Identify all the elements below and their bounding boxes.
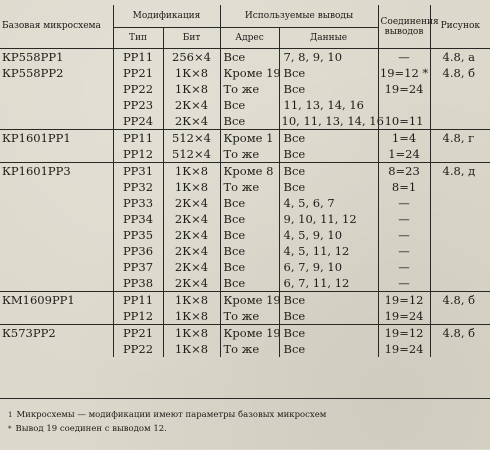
table-row [0,49,490,66]
cell-data: Все [279,308,378,325]
cell-bits: 2К×4 [163,243,220,259]
cell-base [0,113,113,130]
cell-bits: 2К×4 [163,97,220,113]
cell-bits: 512×4 [163,130,220,147]
cell-data: 6, 7, 11, 12 [279,275,378,292]
cell-type: РР21 [113,325,163,342]
cell-connection: 19=24 [378,81,430,97]
cell-figure: 4.8, г [430,130,490,147]
cell-bits: 1К×8 [163,65,220,81]
cell-type: РР37 [113,259,163,275]
cell-figure [430,113,490,130]
cell-type: РР11 [113,49,163,66]
cell-figure: 4.8, б [442,66,476,80]
header-pins-used: Используемые выводы [220,5,378,28]
cell-address: Кроме 19 [220,65,279,81]
cell-connection: 19=24 [378,341,430,357]
cell-base [0,227,113,243]
table-row [0,179,490,195]
cell-base: КР1601РР1 [0,130,113,147]
cell-base [0,97,113,113]
cell-bits: 1К×8 [163,179,220,195]
cell-address: То же [220,341,279,357]
cell-type: РР38 [113,275,163,292]
cell-type: РР22 [113,81,163,97]
cell-connection: — [378,211,430,227]
cell-bits: 2К×4 [163,275,220,292]
cell-figure [430,97,490,113]
cell-address: Кроме 1 [220,130,279,147]
cell-base: КР558РР1 [0,49,113,66]
cell-bits: 2К×4 [163,227,220,243]
cell-connection: — [378,275,430,292]
footnote-text-1: Микросхемы — модификации имеют параметры базовых микросхем [16,410,327,420]
cell-connection: — [378,227,430,243]
cell-figure: 4.8, б [430,292,490,309]
table-body [0,49,490,358]
header-bits: Бит [163,28,220,49]
table-row [0,163,490,180]
cell-type: РР31 [113,163,163,180]
cell-address: Все [220,97,279,113]
cell-figure [430,308,490,325]
table-row [0,211,490,227]
cell-address: Кроме 19 [220,325,279,342]
footnote-mark-1: 1 [8,411,13,419]
cell-bits: 1К×8 [163,308,220,325]
cell-address: Все [220,259,279,275]
cell-data: Все [279,65,378,81]
cell-bits: 512×4 [163,146,220,163]
cell-type: РР11 [113,130,163,147]
cell-type: РР12 [113,146,163,163]
header-figure: Рисунок [430,5,490,49]
cell-data: 6, 7, 9, 10 [279,259,378,275]
cell-base [0,81,113,97]
cell-address: Кроме 8 [220,163,279,180]
cell-connection: — [378,243,430,259]
cell-connection: — [378,195,430,211]
table-row [0,243,490,259]
cell-address: Все [220,211,279,227]
cell-type: РР23 [113,97,163,113]
cell-bits: 1К×8 [163,341,220,357]
cell-address: Все [220,275,279,292]
cell-data: Все [279,130,378,147]
cell-bits: 2К×4 [163,211,220,227]
cell-connection: 8=23 [378,163,430,180]
cell-figure: 4.8, а [442,50,475,64]
footnote-1 [8,410,326,420]
cell-figure [430,195,490,211]
cell-bits: 1К×8 [163,81,220,97]
cell-type: РР11 [113,292,163,309]
cell-data: Все [279,146,378,163]
footnote-text-2: Вывод 19 соединен с выводом 12. [15,424,167,434]
table-row [0,227,490,243]
table-row [0,113,490,130]
cell-base [0,195,113,211]
cell-type: РР24 [113,113,163,130]
cell-connection: 1=24 [378,146,430,163]
header-modification: Модификация [113,5,220,28]
cell-base [0,308,113,325]
cell-data: Все [279,163,378,180]
table-row [0,195,490,211]
cell-base [0,211,113,227]
header-type: Тип [113,28,163,49]
cell-data: Все [279,341,378,357]
cell-connection: 19=24 [378,308,430,325]
cell-data: Все [279,292,378,309]
cell-base [0,146,113,163]
chip-modifications-table [0,5,490,357]
table-row [0,130,490,147]
cell-data: 4, 5, 6, 7 [279,195,378,211]
cell-base [0,259,113,275]
cell-data: 9, 10, 11, 12 [279,211,378,227]
cell-address: Все [220,195,279,211]
cell-figure [430,211,490,227]
table-row [0,341,490,357]
cell-data: 4, 5, 9, 10 [279,227,378,243]
cell-data: Все [279,179,378,195]
cell-data: Все [279,81,378,97]
cell-data: Все [279,325,378,342]
cell-address: Все [220,227,279,243]
cell-base: КР558РР2 [0,65,113,81]
table-row [0,146,490,163]
cell-base: К573РР2 [0,325,113,342]
table-row [0,308,490,325]
cell-address: То же [220,179,279,195]
cell-address: То же [220,146,279,163]
cell-base: КМ1609РР1 [0,292,113,309]
cell-data: 7, 8, 9, 10 [279,49,378,66]
cell-bits: 1К×8 [163,292,220,309]
cell-bits: 2К×4 [163,259,220,275]
cell-base [0,179,113,195]
cell-connection: 1=4 [378,130,430,147]
cell-connection: 19=12 [378,292,430,309]
cell-type: РР12 [113,308,163,325]
footnotes [0,398,490,450]
cell-figure: 4.8, д [430,163,490,180]
cell-address: Кроме 19 [220,292,279,309]
header-address: Адрес [220,28,279,49]
cell-base [0,243,113,259]
cell-connection: — [378,259,430,275]
cell-address: То же [220,308,279,325]
table-row [0,275,490,292]
header-data: Данные [279,28,378,49]
cell-figure [430,227,490,243]
cell-type: РР32 [113,179,163,195]
cell-base [0,275,113,292]
cell-type: РР21 [113,65,163,81]
table-row [0,65,490,81]
cell-base [0,341,113,357]
cell-figure [430,179,490,195]
cell-data: 4, 5, 11, 12 [279,243,378,259]
cell-type: РР36 [113,243,163,259]
table-row [0,325,490,342]
cell-figure [430,146,490,163]
cell-type: РР33 [113,195,163,211]
cell-bits: 2К×4 [163,195,220,211]
table-row [0,81,490,97]
table-row [0,97,490,113]
cell-type: РР34 [113,211,163,227]
cell-figure [430,275,490,292]
cell-connection [378,97,430,113]
cell-data: 10, 11, 13, 14, 16 [279,113,378,130]
cell-data: 11, 13, 14, 16 [279,97,378,113]
cell-bits: 256×4 [163,49,220,66]
cell-figure [430,243,490,259]
cell-connection: 19=12 [378,325,430,342]
cell-address: Все [220,243,279,259]
cell-address: Все [220,49,279,66]
table-row [0,259,490,275]
header-base-chip: Базовая микросхема [0,5,113,49]
cell-address: То же [220,81,279,97]
cell-figure [430,259,490,275]
cell-figure [430,341,490,357]
cell-connection: 8=1 [378,179,430,195]
cell-bits: 1К×8 [163,325,220,342]
cell-address: Все [220,113,279,130]
cell-bits: 2К×4 [163,113,220,130]
cell-connection: 19=12 * [379,66,429,80]
footnote-mark-2: * [8,425,12,433]
cell-connection: 10=11 [378,113,430,130]
cell-bits: 1К×8 [163,163,220,180]
header-connections: Соединения выводов [378,5,430,49]
cell-connection: — [378,49,430,66]
cell-base: КР1601РР3 [0,163,113,180]
footnote-2 [8,424,167,434]
cell-figure [430,81,490,97]
cell-type: РР22 [113,341,163,357]
cell-figure: 4.8, б [430,325,490,342]
table-row [0,292,490,309]
cell-type: РР35 [113,227,163,243]
